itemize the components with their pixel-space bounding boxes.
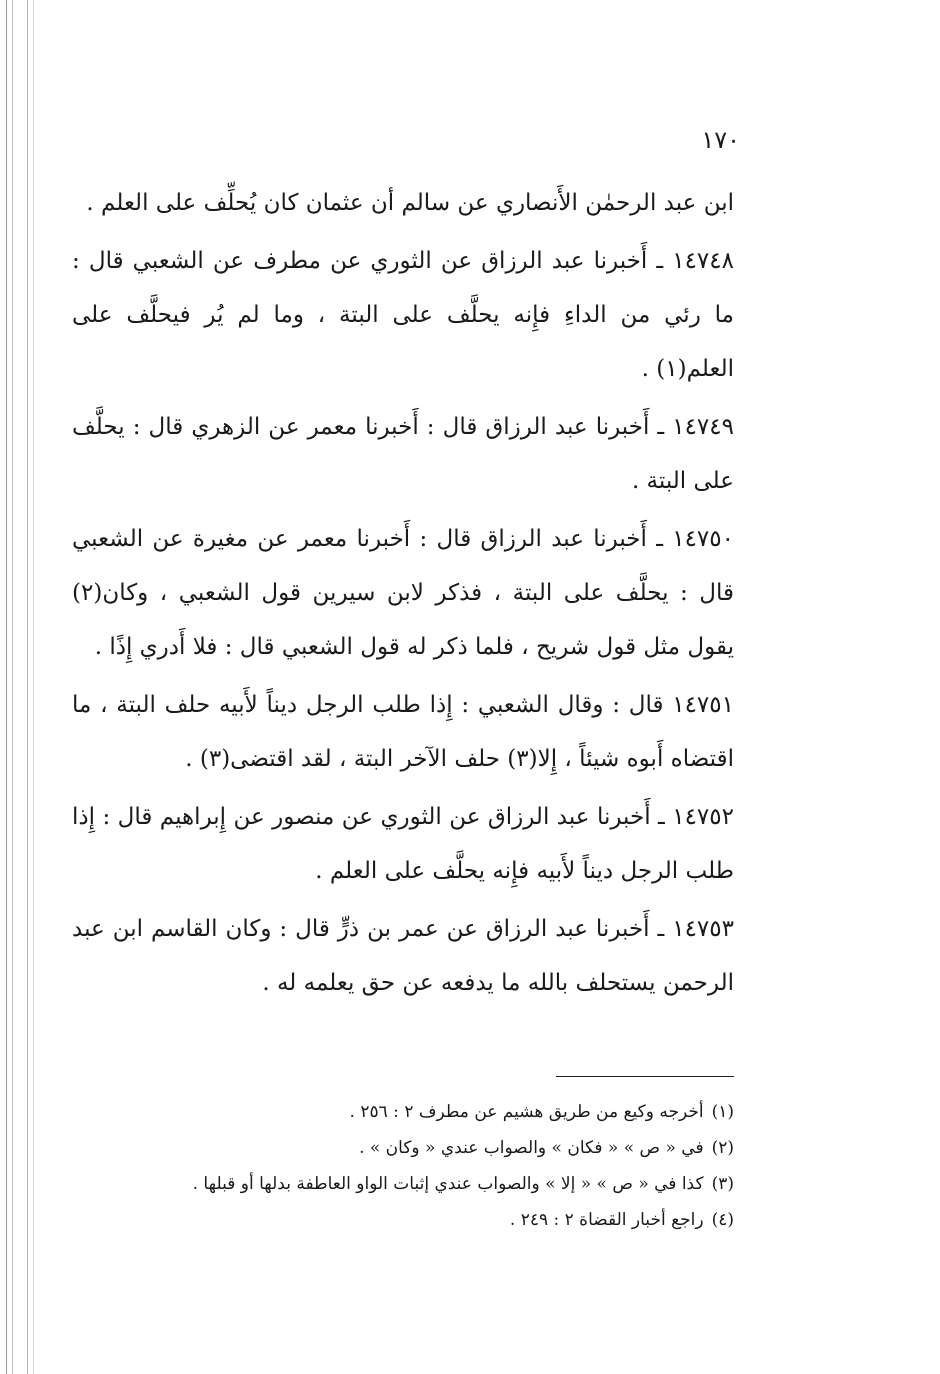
footnote-number: (٢)	[711, 1138, 734, 1158]
paragraph-14751: ١٤٧٥١ قال : وقال الشعبي : إِذا طلب الرجل ديناً لأَبيه حلف البتة ، ما اقتضاه أَبوه شيئاً ، إِلا(٣) حلف الآخر البتة ، لقد اقتضى(٣) .	[72, 692, 734, 772]
footnote-text: راجع أخبار القضاة ٢ : ٢٤٩ .	[509, 1210, 704, 1230]
paragraph-14749: ١٤٧٤٩ ـ أَخبرنا عبد الرزاق قال : أَخبرنا معمر عن الزهري قال : يحلَّف على البتة .	[72, 414, 734, 494]
footnote-number: (٤)	[711, 1210, 734, 1230]
scan-edge-line	[33, 0, 34, 1374]
footnote-text: كذا في « ص » « إلا » والصواب عندي إثبات الواو العاطفة بدلها أو قبلها .	[192, 1174, 704, 1194]
paragraph: ابن عبد الرحمٰن الأَنصاري عن سالم أن عثمان كان يُحلِّف على العلم .	[86, 190, 734, 216]
footnote-number: (١)	[711, 1102, 734, 1122]
paragraph-14748: ١٤٧٤٨ ـ أَخبرنا عبد الرزاق عن الثوري عن مطرف عن الشعبي قال : ما رئي من الداءِ فإِنه يحلَّف على البتة ، وما لم يُر فيحلَّف على العلم(١) .	[72, 248, 734, 382]
footnote-2	[72, 1130, 734, 1166]
footnote-1	[72, 1094, 734, 1130]
paragraph-14752: ١٤٧٥٢ ـ أَخبرنا عبد الرزاق عن الثوري عن منصور عن إِبراهيم قال : إِذا طلب الرجل ديناً لأَبيه فإِنه يحلَّف على العلم .	[72, 804, 734, 884]
footnote-number: (٣)	[711, 1174, 734, 1194]
footnote-text: في « ص » « فكان » والصواب عندي « وكان » .	[359, 1138, 704, 1158]
scan-edge-line	[27, 0, 28, 1374]
footnote-4	[72, 1202, 734, 1238]
page-number: ١٧٠	[701, 126, 740, 154]
footnote-divider	[556, 1076, 734, 1077]
footnote-text: أخرجه وكيع من طريق هشيم عن مطرف ٢ : ٢٥٦ .	[349, 1102, 704, 1122]
main-text	[72, 176, 734, 1014]
paragraph-14750: ١٤٧٥٠ ـ أَخبرنا عبد الرزاق قال : أَخبرنا معمر عن مغيرة عن الشعبي قال : يحلَّف على البتة ، فذكر لابن سيرين قول الشعبي ، وكان(٢) يقول مثل قول شريح ، فلما ذكر له قول الشعبي قال : فلا أَدري إِذًا .	[72, 526, 734, 660]
footnote-3	[72, 1166, 734, 1202]
footnotes	[72, 1094, 734, 1238]
scan-edge-line	[12, 0, 13, 1374]
paragraph-14753: ١٤٧٥٣ ـ أَخبرنا عبد الرزاق عن عمر بن ذرٍّ قال : وكان القاسم ابن عبد الرحمن يستحلف بالله ما يدفعه عن حق يعلمه له .	[72, 916, 734, 996]
scan-edge-line	[6, 0, 7, 1374]
